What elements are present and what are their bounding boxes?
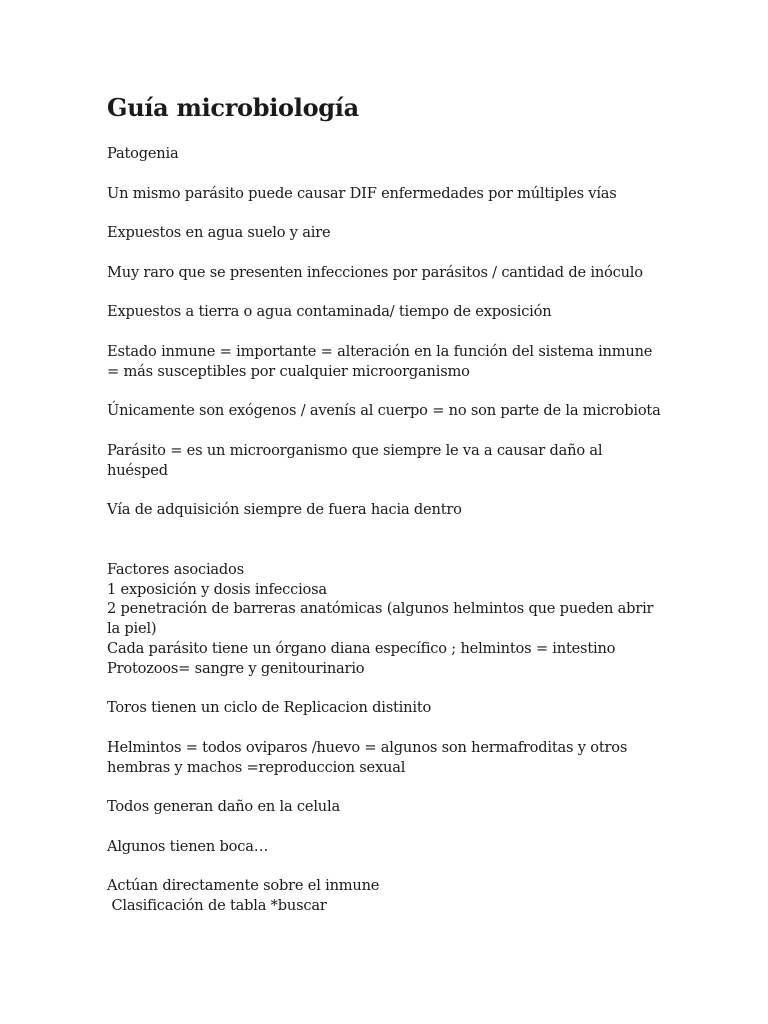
paragraph: Helmintos = todos oviparos /huevo = algunos son hermafroditas y otros hembras y machos =reproduccion sexual [107, 738, 628, 776]
paragraph: Estado inmune = importante = alteración en la función del sistema inmune = más susceptibles por cualquier microorganismo [107, 342, 653, 380]
document-title: Guía microbiología [107, 93, 359, 122]
document-page [107, 92, 667, 936]
paragraph: Expuestos a tierra o agua contaminada/ tiempo de exposición [107, 303, 552, 321]
factors-heading: Factores asociados [107, 560, 244, 578]
final-block [107, 876, 667, 916]
paragraph: Vía de adquisición siempre de fuera hacia dentro [107, 501, 462, 519]
final-line: Actúan directamente sobre el inmune [107, 877, 380, 895]
factors-line: Cada parásito tiene un órgano diana específico ; helmintos = intestino [107, 639, 616, 657]
paragraph: Parásito = es un microorganismo que siempre le va a causar daño al huésped [107, 441, 603, 479]
factors-block [107, 560, 667, 679]
paragraph: Expuestos en agua suelo y aire [107, 224, 331, 242]
paragraph: Un mismo parásito puede causar DIF enfermedades por múltiples vías [107, 184, 617, 202]
factors-line: 1 exposición y dosis infecciosa [107, 580, 327, 598]
paragraph: Muy raro que se presenten infecciones por parásitos / cantidad de inóculo [107, 263, 643, 281]
factors-line: Protozoos= sangre y genitourinario [107, 659, 365, 677]
factors-line: 2 penetración de barreras anatómicas (algunos helmintos que pueden abrir la piel) [107, 600, 654, 638]
paragraph: Únicamente son exógenos / avenís al cuerpo = no son parte de la microbiota [107, 402, 661, 420]
paragraph: Algunos tienen boca… [107, 837, 269, 855]
paragraph: Todos generan daño en la celula [107, 798, 340, 816]
paragraph: Patogenia [107, 145, 179, 162]
paragraph: Toros tienen un ciclo de Replicacion distinito [107, 699, 432, 717]
final-line: Clasificación de tabla *buscar [107, 897, 327, 915]
